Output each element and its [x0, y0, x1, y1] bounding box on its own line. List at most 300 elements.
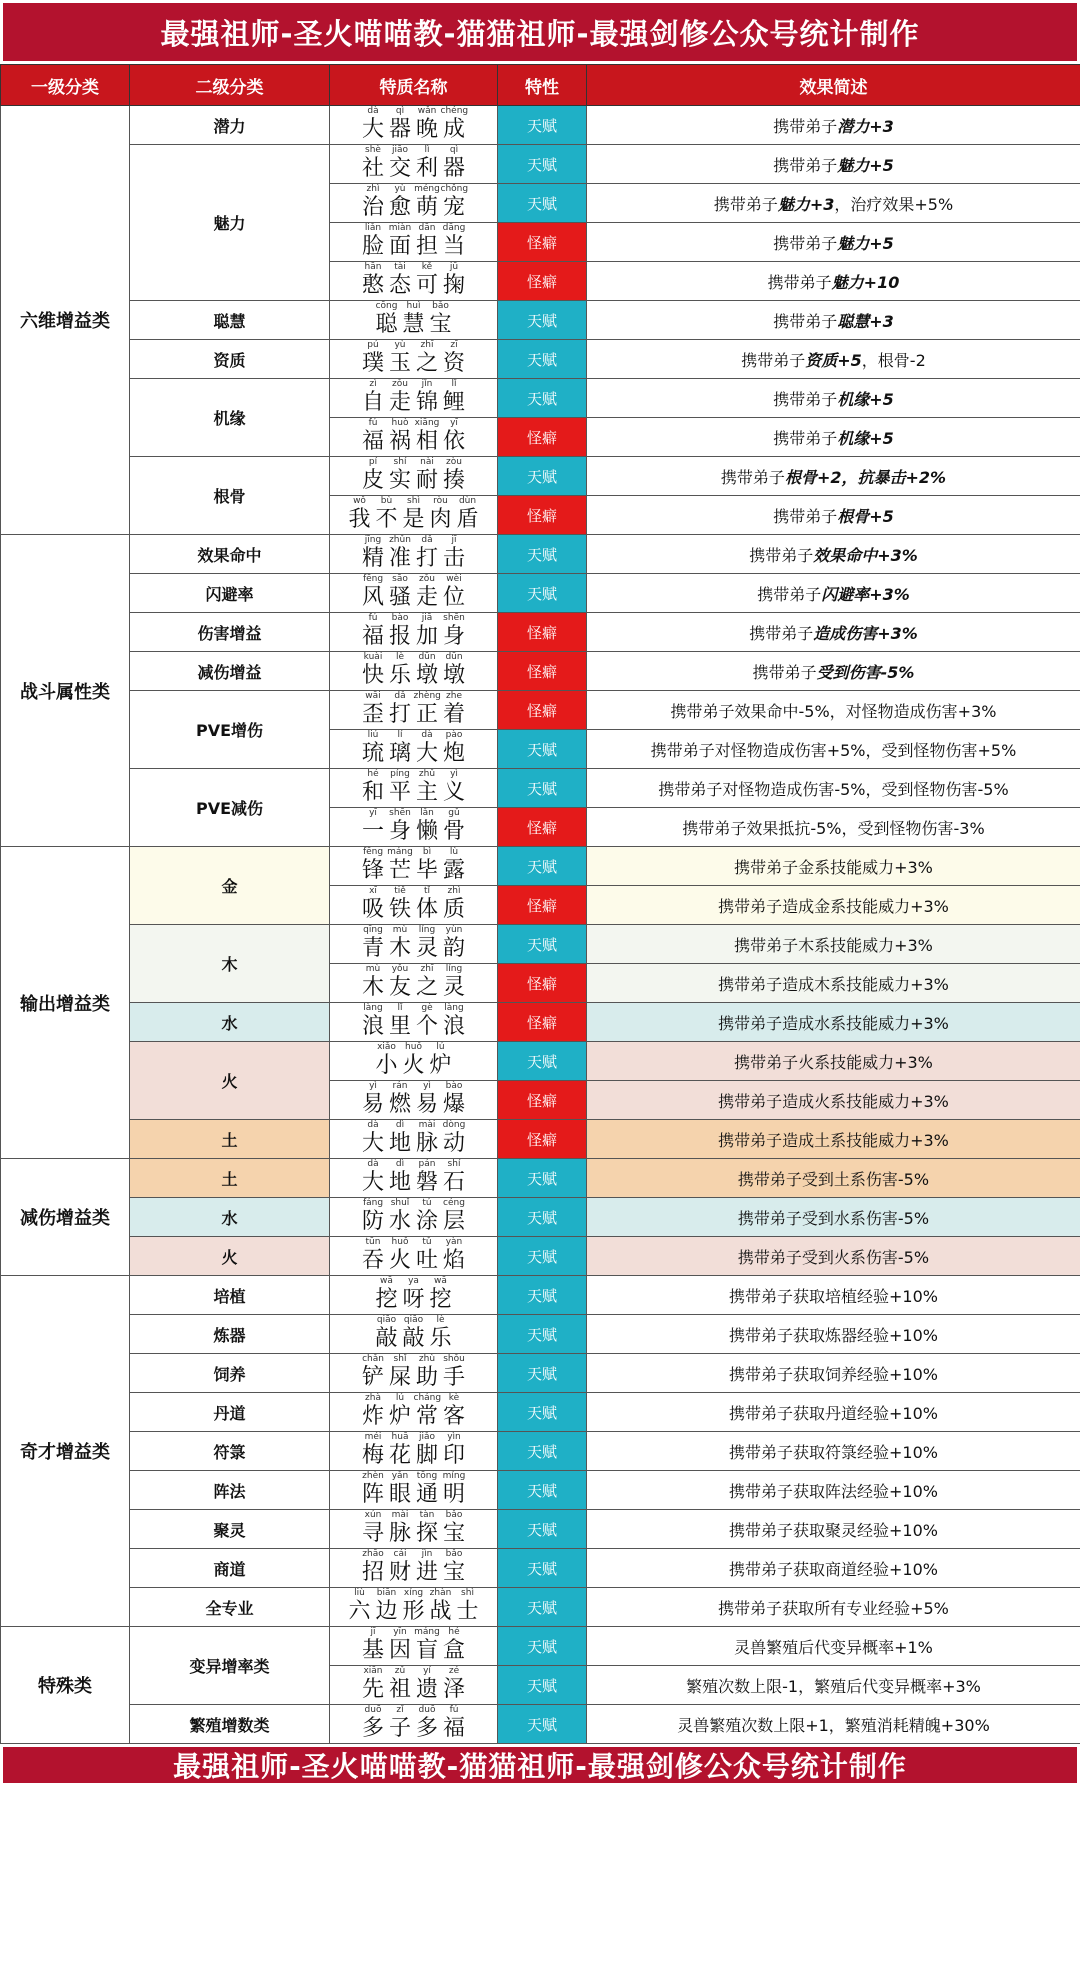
trait-type-badge: 天赋 [498, 1627, 587, 1666]
category-l2: 培植 [130, 1276, 330, 1315]
hanzi-char: 福 [361, 429, 384, 454]
pinyin-syllable: hé [448, 1627, 460, 1637]
pinyin-syllable: píng [390, 769, 410, 779]
header-name: 特质名称 [330, 65, 498, 106]
hanzi-char: 可 [415, 273, 438, 298]
trait-type-badge: 怪癖 [498, 613, 587, 652]
hanzi-char: 基 [361, 1638, 384, 1663]
category-l2: 水 [130, 1003, 330, 1042]
trait-type-badge: 天赋 [498, 535, 587, 574]
pinyin-syllable: wèi [446, 574, 462, 584]
table-row [1, 847, 1080, 886]
category-l2: 商道 [130, 1549, 330, 1588]
trait-effect [587, 1588, 1080, 1627]
trait-effect [587, 652, 1080, 691]
trait-type-badge: 怪癖 [498, 808, 587, 847]
trait-hanzi [330, 155, 497, 183]
pinyin-syllable: ròu [433, 496, 448, 506]
hanzi-char: 体 [415, 897, 438, 922]
hanzi-char: 探 [415, 1521, 438, 1546]
effect-highlight: 聪慧+3 [837, 311, 894, 331]
trait-type-badge: 怪癖 [498, 964, 587, 1003]
hanzi-char: 准 [388, 546, 411, 571]
pinyin-syllable: tài [394, 262, 406, 272]
trait-name [330, 457, 498, 496]
table-row [1, 106, 1080, 145]
pinyin-syllable: nài [420, 457, 434, 467]
pinyin-syllable: lè [395, 652, 405, 662]
pinyin-syllable: duō [418, 1705, 436, 1715]
trait-effect [587, 535, 1080, 574]
pinyin-syllable: làng [444, 1003, 464, 1013]
trait-pinyin [330, 457, 497, 467]
pinyin-syllable: yī [369, 808, 377, 818]
pinyin-syllable: céng [443, 1198, 465, 1208]
pinyin-syllable: dà [421, 730, 433, 740]
pinyin-syllable: lè [436, 1315, 445, 1325]
trait-pinyin [330, 145, 497, 155]
trait-effect [587, 379, 1080, 418]
hanzi-char: 正 [415, 702, 438, 727]
hanzi-char: 个 [415, 1014, 438, 1039]
trait-pinyin [330, 496, 497, 506]
trait-pinyin [330, 106, 497, 116]
pinyin-syllable: hān [364, 262, 382, 272]
hanzi-char: 锦 [415, 390, 438, 415]
trait-pinyin [330, 1159, 497, 1169]
hanzi-char: 福 [442, 1716, 465, 1741]
category-l2: 阵法 [130, 1471, 330, 1510]
effect-text: ，根骨-2 [861, 350, 926, 370]
trait-type-badge: 天赋 [498, 847, 587, 886]
trait-hanzi [330, 1598, 497, 1626]
effect-text: 携带弟子 [741, 350, 806, 370]
trait-type-badge: 天赋 [498, 1432, 587, 1471]
pinyin-syllable: qīng [363, 925, 383, 935]
hanzi-char: 浪 [361, 1014, 384, 1039]
trait-hanzi [330, 1364, 497, 1392]
pinyin-syllable: zhù [418, 1354, 436, 1364]
effect-text: 携带弟子效果抵抗-5%，受到怪物伤害-3% [682, 818, 985, 838]
hanzi-char: 相 [415, 429, 438, 454]
pinyin-syllable: zhàn [429, 1588, 452, 1598]
trait-effect [587, 262, 1080, 301]
hanzi-char: 芒 [388, 858, 411, 883]
effect-highlight: 机缘+5 [837, 428, 894, 448]
table-row [1, 145, 1080, 184]
table-row [1, 1510, 1080, 1549]
effect-text: 携带弟子 [773, 116, 838, 136]
category-l2: 水 [130, 1198, 330, 1237]
pinyin-syllable: bào [445, 1081, 463, 1091]
pinyin-syllable: chǒng [440, 184, 469, 194]
pinyin-syllable: jū [449, 262, 459, 272]
hanzi-char: 当 [442, 234, 465, 259]
hanzi-char: 花 [388, 1443, 411, 1468]
hanzi-char: 身 [442, 624, 465, 649]
hanzi-char: 掬 [442, 273, 465, 298]
trait-name [330, 652, 498, 691]
effect-highlight: 造成伤害+3% [813, 623, 918, 643]
trait-effect [587, 1354, 1080, 1393]
trait-name [330, 262, 498, 301]
hanzi-char: 灵 [442, 975, 465, 1000]
trait-name [330, 730, 498, 769]
pinyin-syllable: huǒ [405, 1042, 422, 1052]
pinyin-syllable: huǒ [391, 1237, 409, 1247]
hanzi-char: 招 [361, 1560, 384, 1585]
pinyin-syllable: xíng [403, 1588, 424, 1598]
hanzi-char: 遗 [415, 1677, 438, 1702]
hanzi-char: 青 [361, 936, 384, 961]
trait-hanzi [330, 1091, 497, 1119]
pinyin-syllable: tàn [419, 1510, 435, 1520]
hanzi-char: 多 [415, 1716, 438, 1741]
pinyin-syllable: lǐ [451, 379, 457, 389]
category-l2: 聚灵 [130, 1510, 330, 1549]
trait-type-badge: 怪癖 [498, 223, 587, 262]
pinyin-syllable: shǒu [443, 1354, 465, 1364]
trait-hanzi [330, 779, 497, 807]
trait-name [330, 1003, 498, 1042]
trait-pinyin [330, 1003, 497, 1013]
trait-hanzi [330, 1481, 497, 1509]
trait-hanzi [330, 1520, 497, 1548]
effect-text: 携带弟子 [720, 467, 785, 487]
hanzi-char: 吐 [415, 1248, 438, 1273]
pinyin-syllable: yù [394, 184, 406, 194]
pinyin-syllable: jī [370, 1627, 376, 1637]
pinyin-syllable: biān [376, 1588, 397, 1598]
hanzi-char: 祸 [388, 429, 411, 454]
pinyin-syllable: kě [421, 262, 433, 272]
table-row [1, 1276, 1080, 1315]
pinyin-syllable: zǐ [396, 1705, 404, 1715]
hanzi-char: 铁 [388, 897, 411, 922]
table-row [1, 925, 1080, 964]
trait-pinyin [330, 730, 497, 740]
pinyin-syllable: zhì [447, 886, 461, 896]
trait-name [330, 1705, 498, 1744]
trait-type-badge: 天赋 [498, 1198, 587, 1237]
pinyin-syllable: wǒ [353, 496, 366, 506]
hanzi-char: 宝 [442, 1560, 465, 1585]
pinyin-syllable: tōng [416, 1471, 438, 1481]
pinyin-syllable: liǎn [364, 223, 382, 233]
hanzi-char: 墩 [442, 663, 465, 688]
pinyin-syllable: yǒu [391, 964, 409, 974]
trait-effect [587, 496, 1080, 535]
effect-highlight: 资质+5 [805, 350, 862, 370]
hanzi-char: 平 [388, 780, 411, 805]
trait-effect [587, 1627, 1080, 1666]
hanzi-char: 助 [415, 1365, 438, 1390]
pinyin-syllable: zé [448, 1666, 460, 1676]
hanzi-char: 大 [415, 741, 438, 766]
pinyin-syllable: mù [365, 964, 381, 974]
effect-highlight: 魅力+3 [777, 194, 835, 214]
trait-pinyin [330, 769, 497, 779]
effect-text: 携带弟子 [757, 584, 822, 604]
pinyin-syllable: xún [364, 1510, 382, 1520]
effect-text: 携带弟子造成金系技能威力+3% [718, 896, 949, 916]
trait-name [330, 1471, 498, 1510]
trait-name [330, 1393, 498, 1432]
table-row [1, 1315, 1080, 1354]
pinyin-syllable: zhǔ [418, 769, 436, 779]
pinyin-syllable: chéng [440, 106, 469, 116]
pinyin-syllable: wǎn [417, 106, 437, 116]
effect-text: 携带弟子 [713, 194, 778, 214]
hanzi-char: 挖 [429, 1287, 452, 1312]
pinyin-syllable: zhèn [362, 1471, 384, 1481]
trait-hanzi [330, 740, 497, 768]
hanzi-char: 客 [442, 1404, 465, 1429]
trait-effect [587, 730, 1080, 769]
pinyin-syllable: líng [418, 925, 436, 935]
trait-name [330, 1627, 498, 1666]
trait-name [330, 808, 498, 847]
pinyin-syllable: mài [391, 1510, 409, 1520]
trait-hanzi [330, 584, 497, 612]
pinyin-syllable: bǎo [445, 1549, 463, 1559]
trait-type-badge: 怪癖 [498, 1003, 587, 1042]
effect-text: 携带弟子获取阵法经验+10% [729, 1481, 938, 1501]
category-l2: 聪慧 [130, 301, 330, 340]
effect-text: 携带弟子对怪物造成伤害-5%，受到怪物伤害-5% [658, 779, 1009, 799]
hanzi-char: 身 [388, 819, 411, 844]
hanzi-char: 玉 [388, 351, 411, 376]
pinyin-syllable: qì [395, 106, 405, 116]
pinyin-syllable: wā [434, 1276, 447, 1286]
category-l2: 土 [130, 1120, 330, 1159]
hanzi-char: 炮 [442, 741, 465, 766]
hanzi-char: 先 [361, 1677, 384, 1702]
pinyin-syllable: miàn [388, 223, 412, 233]
pinyin-syllable: zǒu [419, 574, 435, 584]
pinyin-syllable: ya [408, 1276, 419, 1286]
category-l2: 机缘 [130, 379, 330, 457]
pinyin-syllable: cháng [413, 1393, 442, 1403]
trait-name [330, 145, 498, 184]
hanzi-char: 灵 [415, 936, 438, 961]
pinyin-syllable: zǔ [394, 1666, 406, 1676]
category-l2: 伤害增益 [130, 613, 330, 652]
category-l2: 火 [130, 1042, 330, 1120]
pinyin-syllable: dān [418, 223, 436, 233]
pinyin-syllable: dì [395, 1120, 405, 1130]
effect-text: 携带弟子造成土系技能威力+3% [718, 1130, 949, 1150]
hanzi-char: 之 [415, 975, 438, 1000]
hanzi-char: 浪 [442, 1014, 465, 1039]
trait-type-badge: 天赋 [498, 106, 587, 145]
hanzi-char: 炸 [361, 1404, 384, 1429]
trait-hanzi [330, 1169, 497, 1197]
hanzi-char: 骚 [388, 585, 411, 610]
hanzi-char: 层 [442, 1209, 465, 1234]
pinyin-syllable: bù [380, 496, 393, 506]
trait-hanzi [330, 1013, 497, 1041]
trait-pinyin [330, 1549, 497, 1559]
hanzi-char: 成 [442, 117, 465, 142]
effect-text: 携带弟子获取饲养经验+10% [729, 1364, 938, 1384]
trait-name [330, 496, 498, 535]
hanzi-char: 火 [388, 1248, 411, 1273]
trait-name [330, 1120, 498, 1159]
trait-name [330, 340, 498, 379]
pinyin-syllable: zǒu [392, 379, 408, 389]
pinyin-syllable: bǎo [445, 1510, 463, 1520]
hanzi-char: 敲 [375, 1326, 398, 1351]
hanzi-char: 盒 [442, 1638, 465, 1663]
trait-type-badge: 怪癖 [498, 496, 587, 535]
hanzi-char: 资 [442, 351, 465, 376]
effect-highlight: 根骨+2，抗暴击+2% [784, 467, 947, 487]
trait-type-badge: 天赋 [498, 1471, 587, 1510]
effect-highlight: 魅力+5 [837, 155, 894, 175]
effect-text: 携带弟子获取所有专业经验+5% [718, 1598, 949, 1618]
pinyin-syllable: xiān [363, 1666, 383, 1676]
pinyin-syllable: dāng [442, 223, 466, 233]
category-l2: 火 [130, 1237, 330, 1276]
hanzi-char: 石 [442, 1170, 465, 1195]
table-row [1, 652, 1080, 691]
footer-banner [0, 1744, 1080, 1786]
hanzi-char: 乐 [429, 1326, 452, 1351]
pinyin-syllable: kè [448, 1393, 460, 1403]
pinyin-syllable: mài [418, 1120, 436, 1130]
pinyin-syllable: yí [423, 1666, 431, 1676]
hanzi-char: 火 [402, 1053, 425, 1078]
hanzi-char: 慧 [402, 312, 425, 337]
trait-effect [587, 1198, 1080, 1237]
pinyin-syllable: dà [367, 1159, 379, 1169]
category-l2: 潜力 [130, 106, 330, 145]
hanzi-char: 质 [442, 897, 465, 922]
trait-hanzi [330, 1247, 497, 1275]
hanzi-char: 璃 [388, 741, 411, 766]
hanzi-char: 形 [402, 1599, 425, 1624]
pinyin-syllable: jī [451, 535, 457, 545]
table-row [1, 535, 1080, 574]
trait-pinyin [330, 301, 497, 311]
hanzi-char: 动 [442, 1131, 465, 1156]
hanzi-char: 懒 [415, 819, 438, 844]
category-l2: 变异增率类 [130, 1627, 330, 1705]
trait-type-badge: 天赋 [498, 1510, 587, 1549]
trait-name [330, 613, 498, 652]
table-row [1, 1120, 1080, 1159]
category-l2: PVE增伤 [130, 691, 330, 769]
hanzi-char: 骨 [442, 819, 465, 844]
trait-pinyin [330, 1588, 497, 1598]
hanzi-char: 社 [361, 156, 384, 181]
trait-type-badge: 天赋 [498, 925, 587, 964]
pinyin-syllable: fēng [362, 574, 384, 584]
hanzi-char: 脸 [361, 234, 384, 259]
hanzi-char: 乐 [388, 663, 411, 688]
trait-type-badge: 天赋 [498, 379, 587, 418]
category-l2: 繁殖增数类 [130, 1705, 330, 1744]
effect-text: 携带弟子获取符箓经验+10% [729, 1442, 938, 1462]
hanzi-char: 萌 [415, 195, 438, 220]
pinyin-syllable: zī [450, 340, 458, 350]
hanzi-char: 墩 [415, 663, 438, 688]
trait-effect [587, 1003, 1080, 1042]
trait-effect [587, 145, 1080, 184]
pinyin-syllable: shì [461, 1588, 474, 1598]
pinyin-syllable: dūn [445, 652, 463, 662]
hanzi-char: 边 [375, 1599, 398, 1624]
trait-effect [587, 808, 1080, 847]
pinyin-syllable: fēng [362, 847, 384, 857]
hanzi-char: 风 [361, 585, 384, 610]
table-row [1, 769, 1080, 808]
trait-pinyin [330, 1627, 497, 1637]
effect-text: 携带弟子 [773, 506, 838, 526]
category-l2: 丹道 [130, 1393, 330, 1432]
trait-type-badge: 天赋 [498, 1666, 587, 1705]
hanzi-char: 一 [361, 819, 384, 844]
effect-text: 携带弟子获取炼器经验+10% [729, 1325, 938, 1345]
pinyin-syllable: shǐ [393, 1354, 407, 1364]
trait-pinyin [330, 1471, 497, 1481]
pinyin-syllable: shuǐ [390, 1198, 410, 1208]
pinyin-syllable: yù [394, 340, 406, 350]
trait-effect [587, 1315, 1080, 1354]
trait-name [330, 1159, 498, 1198]
trait-effect [587, 1042, 1080, 1081]
hanzi-char: 眼 [388, 1482, 411, 1507]
hanzi-char: 焰 [442, 1248, 465, 1273]
trait-name [330, 1510, 498, 1549]
trait-type-badge: 天赋 [498, 1276, 587, 1315]
trait-hanzi [330, 467, 497, 495]
trait-effect [587, 1432, 1080, 1471]
pinyin-syllable: dǎ [421, 535, 433, 545]
pinyin-syllable: yīn [393, 1627, 407, 1637]
trait-name [330, 1666, 498, 1705]
pinyin-syllable: zhǔn [389, 535, 411, 545]
pinyin-syllable: shì [407, 496, 420, 506]
pinyin-syllable: dǎ [394, 691, 406, 701]
effect-text: 携带弟子 [773, 311, 838, 331]
table-row [1, 1627, 1080, 1666]
pinyin-syllable: xiǎo [377, 1042, 396, 1052]
pinyin-syllable: yǎn [391, 1471, 409, 1481]
trait-name [330, 925, 498, 964]
trait-name [330, 535, 498, 574]
hanzi-char: 依 [442, 429, 465, 454]
trait-type-badge: 怪癖 [498, 418, 587, 457]
table-row [1, 1588, 1080, 1627]
effect-highlight: 魅力+10 [831, 272, 900, 292]
pinyin-syllable: zòu [446, 457, 462, 467]
effect-highlight: 效果命中+3% [813, 545, 918, 565]
table-row [1, 1042, 1080, 1081]
category-l1: 特殊类 [1, 1627, 130, 1744]
trait-effect [587, 1159, 1080, 1198]
pinyin-syllable: wā [380, 1276, 393, 1286]
trait-hanzi [330, 389, 497, 417]
pinyin-syllable: yì [450, 769, 458, 779]
category-l2: 减伤增益 [130, 652, 330, 691]
hanzi-char: 之 [415, 351, 438, 376]
hanzi-char: 位 [442, 585, 465, 610]
hanzi-char: 义 [442, 780, 465, 805]
trait-type-badge: 天赋 [498, 1393, 587, 1432]
hanzi-char: 呀 [402, 1287, 425, 1312]
